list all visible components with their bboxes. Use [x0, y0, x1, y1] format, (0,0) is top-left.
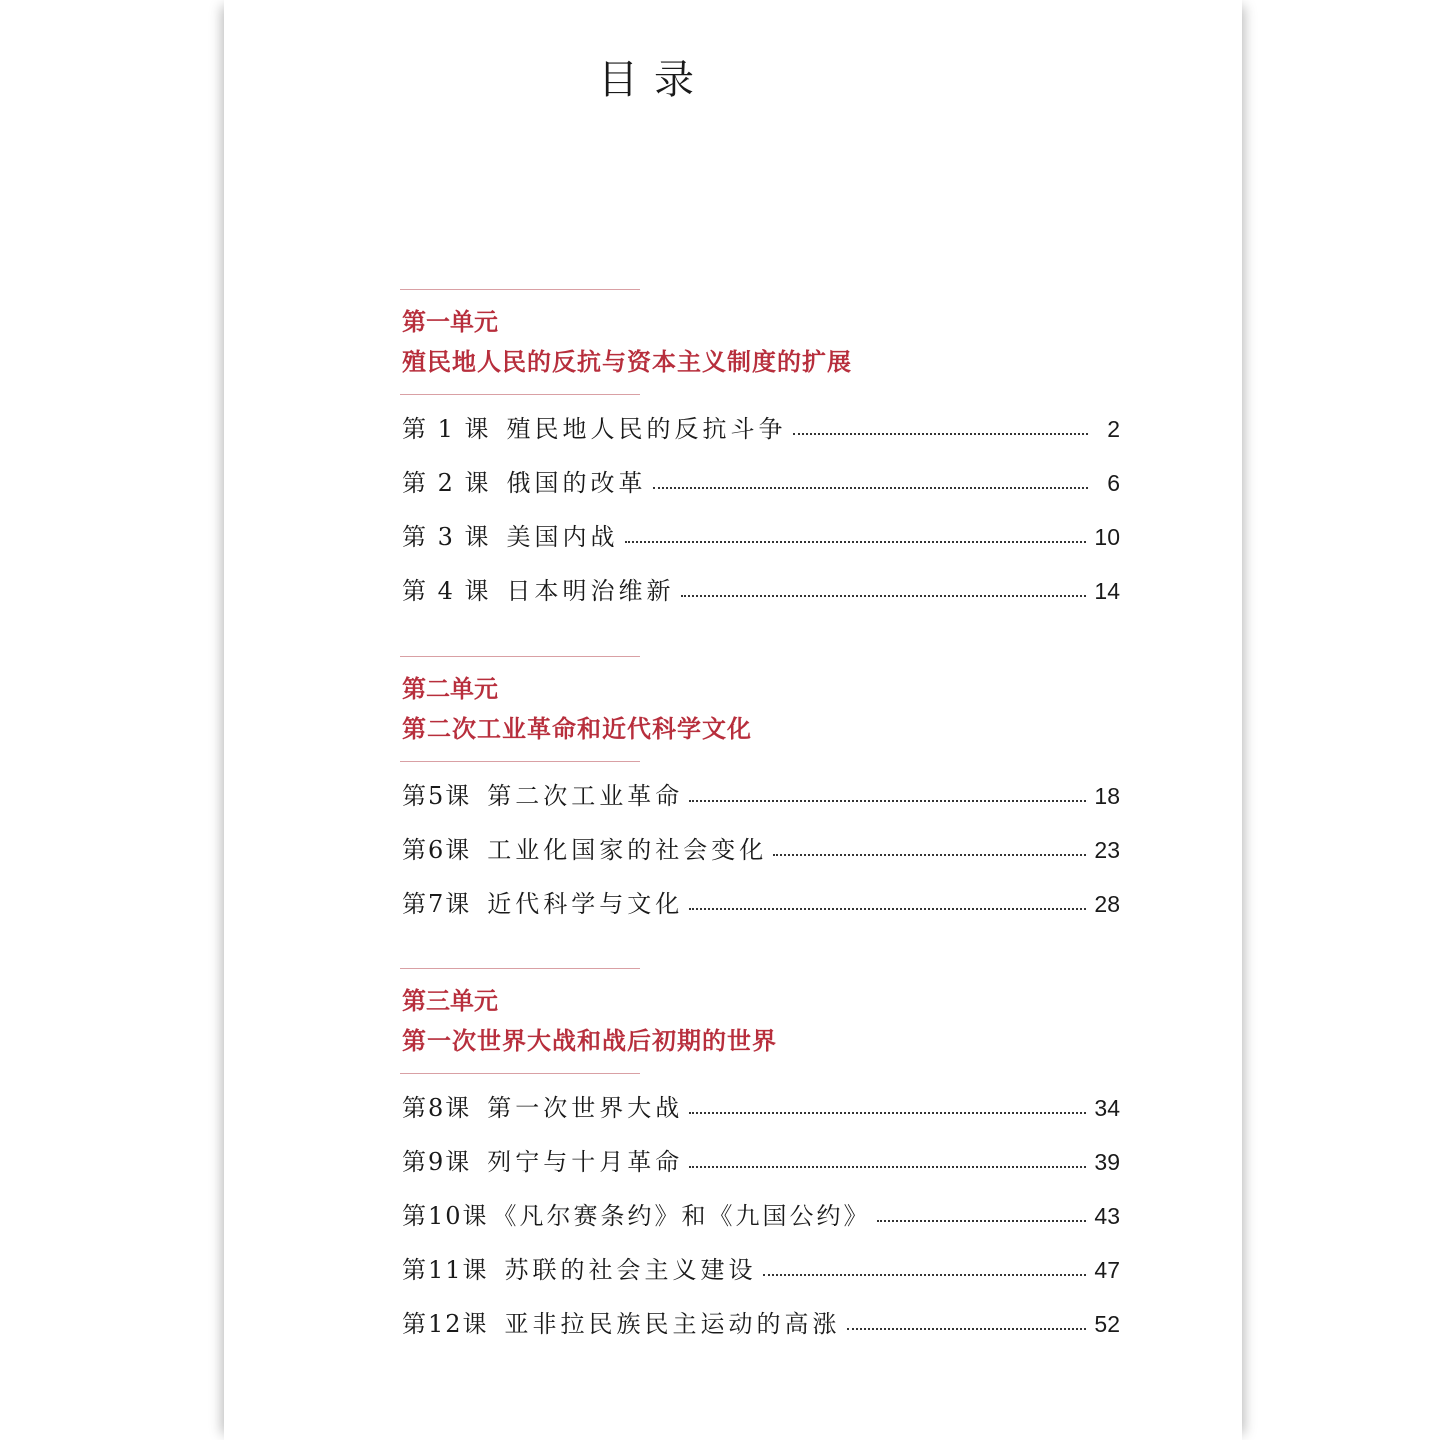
dot-leader [689, 800, 1086, 802]
unit-3-name: 第一次世界大战和战后初期的世界 [402, 1026, 777, 1055]
dot-leader [877, 1220, 1087, 1222]
lesson-number: 第 3 课 [402, 523, 491, 551]
page-number: 14 [1094, 578, 1120, 604]
lesson-number: 第7课 [402, 890, 472, 918]
lesson-number: 第5课 [402, 782, 472, 810]
dot-leader [689, 1166, 1086, 1168]
toc-entry-lesson-1[interactable] [402, 410, 1120, 444]
unit-2-top-rule [400, 656, 640, 657]
toc-entry-lesson-3[interactable] [402, 518, 1120, 552]
dot-leader [681, 595, 1087, 597]
unit-1-name: 殖民地人民的反抗与资本主义制度的扩展 [402, 347, 852, 376]
dot-leader [625, 541, 1087, 543]
dot-leader [653, 487, 1088, 489]
unit-3-top-rule [400, 968, 640, 969]
lesson-number: 第 2 课 [402, 469, 491, 497]
lesson-number: 第12课 [402, 1310, 489, 1338]
toc-entry-lesson-5[interactable] [402, 777, 1120, 811]
page-number: 28 [1094, 891, 1120, 917]
unit-2-label: 第二单元 [402, 674, 498, 703]
toc-entry-lesson-4[interactable] [402, 572, 1120, 606]
unit-3-label: 第三单元 [402, 986, 498, 1015]
lesson-number: 第6课 [402, 836, 472, 864]
unit-2-bottom-rule [400, 761, 640, 762]
dot-leader [689, 1112, 1086, 1114]
lesson-title: 列宁与十月革命 [487, 1148, 684, 1176]
page-number: 52 [1094, 1311, 1120, 1337]
page-number: 23 [1094, 837, 1120, 863]
lesson-title: 俄国的改革 [506, 469, 647, 497]
lesson-title: 日本明治维新 [506, 577, 675, 605]
lesson-title: 美国内战 [506, 523, 619, 551]
unit-3-bottom-rule [400, 1073, 640, 1074]
page-number: 43 [1094, 1203, 1120, 1229]
toc-entry-lesson-10[interactable] [402, 1197, 1120, 1231]
toc-entry-lesson-7[interactable] [402, 885, 1120, 919]
unit-1-label: 第一单元 [402, 307, 498, 336]
toc-entry-lesson-11[interactable] [402, 1251, 1120, 1285]
dot-leader [763, 1274, 1087, 1276]
dot-leader [773, 854, 1086, 856]
toc-title: 目录 [598, 57, 710, 103]
unit-2-name: 第二次工业革命和近代科学文化 [402, 714, 752, 743]
page-number: 34 [1094, 1095, 1120, 1121]
page-number: 47 [1094, 1257, 1120, 1283]
page-number: 2 [1107, 416, 1120, 442]
lesson-number: 第8课 [402, 1094, 472, 1122]
lesson-number: 第11课 [402, 1256, 489, 1284]
unit-1-top-rule [400, 289, 640, 290]
lesson-title: 《凡尔赛条约》和《九国公约》 [492, 1202, 871, 1230]
lesson-number: 第10课 [402, 1202, 489, 1230]
lesson-title: 苏联的社会主义建设 [504, 1256, 757, 1284]
dot-leader [793, 433, 1088, 435]
toc-entry-lesson-9[interactable] [402, 1143, 1120, 1177]
lesson-title: 第二次工业革命 [487, 782, 684, 810]
document-page [224, 0, 1242, 1440]
toc-entry-lesson-8[interactable] [402, 1089, 1120, 1123]
lesson-number: 第9课 [402, 1148, 472, 1176]
toc-entry-lesson-6[interactable] [402, 831, 1120, 865]
page-number: 18 [1094, 783, 1120, 809]
page-number: 10 [1094, 524, 1120, 550]
dot-leader [847, 1328, 1087, 1330]
lesson-title: 亚非拉民族民主运动的高涨 [504, 1310, 841, 1338]
lesson-number: 第 4 课 [402, 577, 491, 605]
toc-entry-lesson-12[interactable] [402, 1305, 1120, 1339]
lesson-title: 殖民地人民的反抗斗争 [506, 415, 787, 443]
lesson-title: 第一次世界大战 [487, 1094, 684, 1122]
lesson-title: 工业化国家的社会变化 [487, 836, 768, 864]
page-number: 6 [1107, 470, 1120, 496]
lesson-number: 第 1 课 [402, 415, 491, 443]
lesson-title: 近代科学与文化 [487, 890, 684, 918]
page-number: 39 [1094, 1149, 1120, 1175]
unit-1-bottom-rule [400, 394, 640, 395]
toc-entry-lesson-2[interactable] [402, 464, 1120, 498]
dot-leader [689, 908, 1086, 910]
